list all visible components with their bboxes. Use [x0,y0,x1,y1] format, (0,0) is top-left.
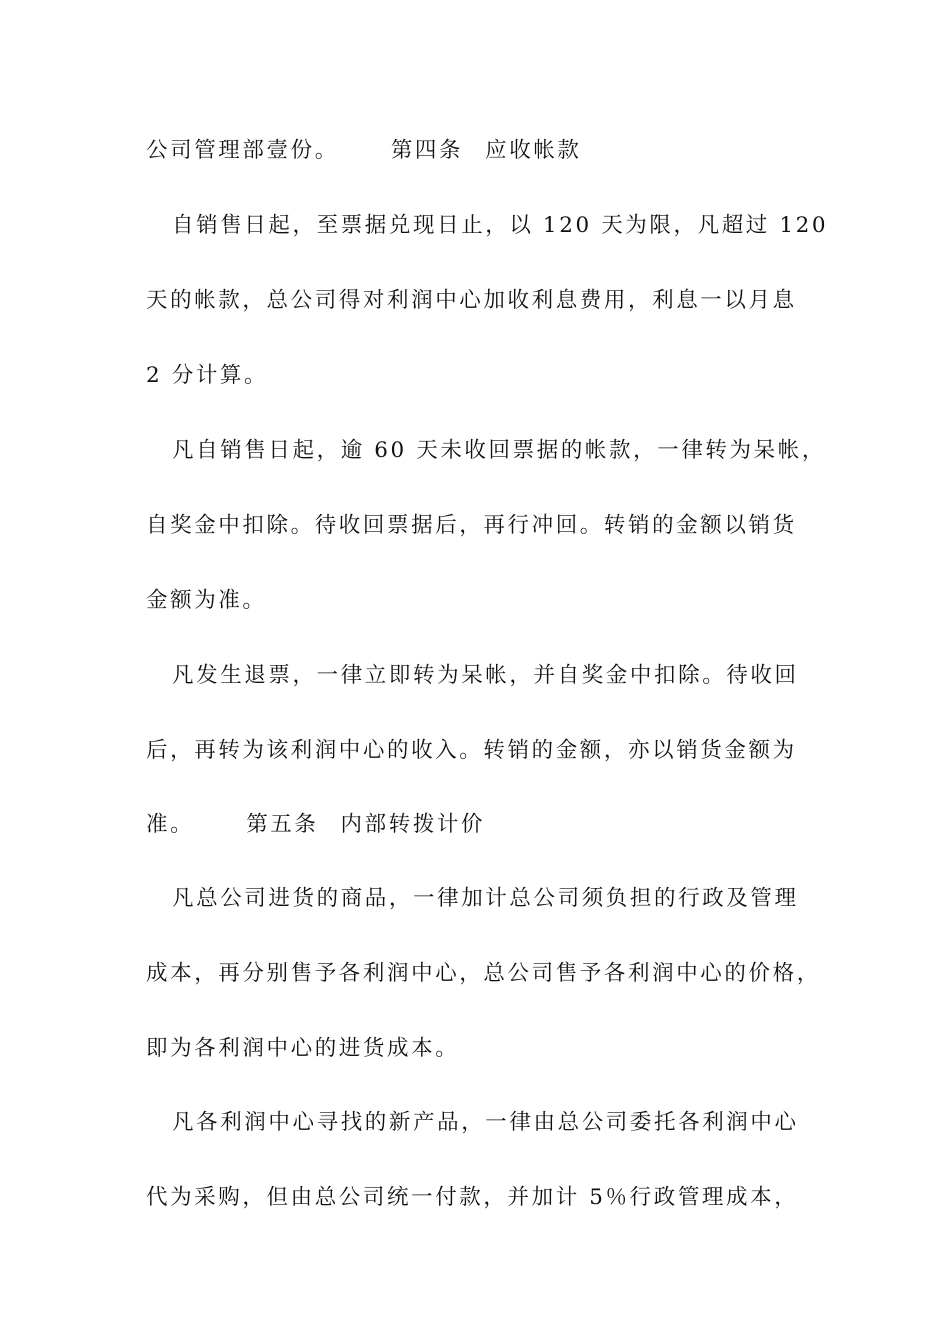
line-12: 成本，再分别售予各利润中心，总公司售予各利润中心的价格， [146,961,821,986]
line-3: 天的帐款，总公司得对利润中心加收利息费用，利息一以月息 [146,288,797,313]
line-5: 凡自销售日起，逾 60 天未收回票据的帐款，一律转为呆帐， [172,438,826,463]
line-10 [146,810,826,840]
line-6: 自奖金中扣除。待收回票据后，再行冲回。转销的金额以销货 [146,513,797,538]
line-7: 金额为准。 [146,588,267,613]
article-title-5: 内部转拨计价 [340,812,486,837]
article-heading-4: 第四条 [390,138,464,163]
line-1 [146,136,826,166]
line-4: 2 分计算。 [146,363,269,388]
text-segment: 公司管理部壹份。 [146,138,339,163]
line-8: 凡发生退票，一律立即转为呆帐，并自奖金中扣除。待收回 [172,663,799,688]
line-11: 凡总公司进货的商品，一律加计总公司须负担的行政及管理 [172,886,799,911]
line-9: 后，再转为该利润中心的收入。转销的金额，亦以销货金额为 [146,738,797,763]
line-2: 自销售日起，至票据兑现日止，以 120 天为限，凡超过 120 [172,213,829,238]
article-title-4: 应收帐款 [485,138,582,163]
line-14: 凡各利润中心寻找的新产品，一律由总公司委托各利润中心 [172,1110,799,1135]
line-15: 代为采购，但由总公司统一付款，并加计 5％行政管理成本， [146,1185,799,1210]
line-13: 即为各利润中心的进货成本。 [146,1036,460,1061]
article-heading-5: 第五条 [246,812,319,837]
text-segment: 准。 [146,812,195,837]
